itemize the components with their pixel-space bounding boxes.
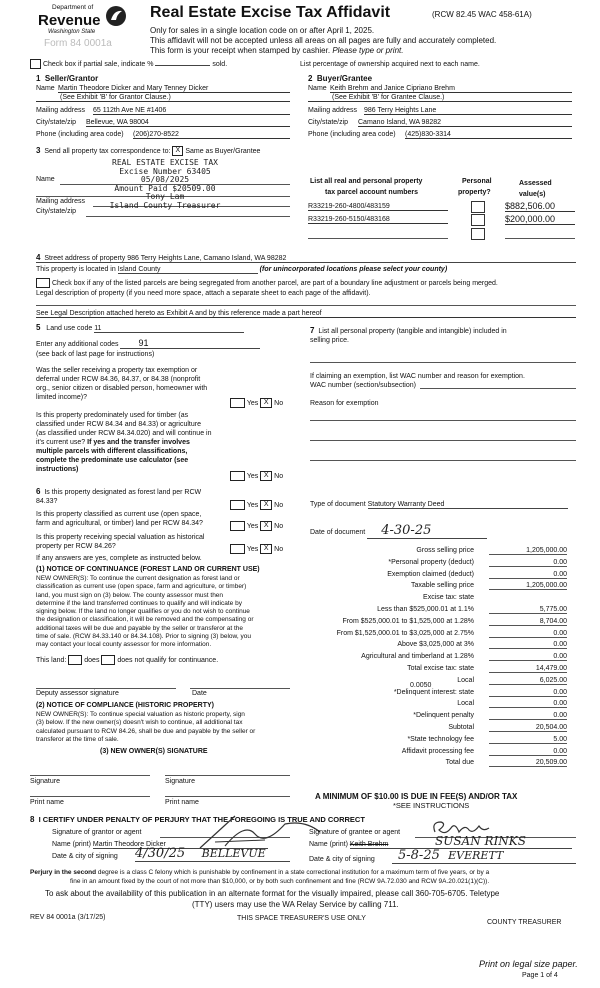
- calc-label: Gross selling price: [416, 547, 474, 554]
- parcel-heading-2: tax parcel account numbers: [325, 189, 418, 196]
- statute: (RCW 82.45 WAC 458-61A): [432, 10, 532, 19]
- calc-label: *Delinquent penalty: [413, 712, 474, 720]
- this-land-row: This land: does does not qualify for continuance.: [36, 656, 219, 664]
- treasurer-stamp: REAL ESTATE EXCISE TAX Excise Number 63405 05/08/2025 Amount Paid $20509.00 Tony Lam Island County Treasurer: [109, 158, 221, 210]
- historic-yes-no: Yes X No: [230, 544, 283, 554]
- county-row: This property is located in Island County (for unincorporated locations please select your county): [36, 266, 448, 273]
- assessed-value-field[interactable]: [505, 238, 575, 239]
- print-name-label: Print name: [30, 799, 64, 806]
- deputy-label: Deputy assessor signature: [36, 690, 119, 697]
- exemption-question: Was the seller receiving a property tax exemption or deferral under RCW 84.36, 84.37, or 84.38 (nonprofit org., senior citizen or disabled person, homeowner with limited income)?: [36, 367, 208, 401]
- seller-phone-label: Phone (including area code): [36, 131, 124, 138]
- buyer-name-field[interactable]: Keith Brehm and Janice Cipriano Brehm: [330, 85, 572, 93]
- calc-value[interactable]: 0.00: [489, 630, 567, 638]
- calc-label: From $525,000.01 to $1,525,000 at 1.28%: [342, 617, 474, 625]
- calc-value[interactable]: 8,704.00: [489, 618, 567, 626]
- note-2: This affidavit will not be accepted unless all areas on all pages are fully and accurately completed.: [150, 36, 497, 45]
- doc-type-row: Type of document Statutory Warranty Deed: [310, 501, 568, 509]
- partial-sale-checkbox[interactable]: [30, 59, 41, 69]
- calc-label: Total excise tax: state: [407, 665, 474, 672]
- buyer-phone-field[interactable]: (425)830-3314: [405, 131, 572, 139]
- yes-checkbox[interactable]: [230, 398, 245, 408]
- calc-label: Subtotal: [448, 724, 474, 731]
- timber-question: Is this property predominately used for timber (as classified under RCW 84.34 and 84.33) or agriculture (as classified under RCW 84.34.020) and will continue in it's current use? If yes and the transfer involves multiple parcels with different classifications, complete the predominate use calculator (see instructions): [36, 412, 212, 473]
- buyer-address-label: Mailing address: [308, 107, 358, 114]
- yes-checkbox[interactable]: [230, 521, 245, 531]
- see-back: (see back of last page for instructions): [36, 351, 155, 358]
- dept-name: Revenue: [38, 12, 101, 29]
- forest-question: 6 Is this property designated as forest land per RCW 84.33?: [36, 487, 202, 505]
- exemption-claim: If claiming an exemption, list WAC number and reason for exemption. WAC number (section/subsection): [310, 373, 525, 389]
- additional-codes-field[interactable]: 91: [120, 338, 260, 349]
- note-3: This form is your receipt when stamped by cashier. Please type or print.: [150, 46, 404, 55]
- form-title: Real Estate Excise Tax Affidavit: [150, 4, 391, 21]
- calc-value[interactable]: 0.00: [489, 641, 567, 649]
- parcel-number-field[interactable]: [308, 238, 448, 239]
- no-checkbox[interactable]: X: [260, 398, 272, 408]
- seller-name-line2[interactable]: (See Exhibit 'B' for Grantor Clause.): [36, 94, 290, 102]
- county-select[interactable]: Island County: [118, 266, 258, 274]
- signature-label: Signature: [30, 778, 60, 785]
- calc-value[interactable]: 1,205,000.00: [489, 547, 567, 555]
- land-use-field[interactable]: 11: [94, 325, 244, 333]
- buyer-city-label: City/state/zip: [308, 119, 349, 126]
- grantee-date-label: Date & city of signing: [309, 856, 375, 863]
- calc-label: Local: [457, 676, 474, 684]
- grantee-name-handwritten: SUSAN RINKS: [435, 834, 526, 848]
- calc-label: *State technology fee: [407, 735, 474, 743]
- grantee-sig-label: Signature of grantee or agent: [309, 829, 401, 836]
- calc-value[interactable]: 0.00: [489, 712, 567, 720]
- calc-value[interactable]: 20,509.00: [489, 759, 567, 767]
- no-checkbox[interactable]: X: [260, 471, 272, 481]
- parcel-heading-1: List all real and personal property: [310, 178, 423, 185]
- new-owner-signature-line[interactable]: [165, 775, 290, 776]
- calc-value[interactable]: 5.00: [489, 736, 567, 744]
- land-use-row: 5 Land use code 11: [36, 323, 244, 333]
- note-1: Only for sales in a single location code on or after April 1, 2025.: [150, 26, 375, 35]
- county-treasurer: COUNTY TREASURER: [487, 919, 562, 926]
- minimum-due: A MINIMUM OF $10.00 IS DUE IN FEE(S) AND/OR TAX: [315, 792, 518, 801]
- local-rate: 0.0050: [410, 682, 432, 689]
- reason-label: Reason for exemption: [310, 400, 379, 407]
- seller-address-field[interactable]: 65 112th Ave NE #1406: [93, 107, 290, 115]
- partial-sale-row: Check box if partial sale, indicate % sold.: [30, 59, 227, 69]
- no-checkbox[interactable]: X: [260, 500, 272, 510]
- personal-property-checkbox[interactable]: [471, 201, 485, 213]
- page-number: Page 1 of 4: [522, 972, 558, 979]
- additional-codes-row: Enter any additional codes 91: [36, 338, 260, 349]
- revenue-logo-icon: [105, 5, 127, 27]
- segregated-row: Check box if any of the listed parcels are being segregated from another parcel, are part of a boundary line adjustment or parcels being merged.: [36, 278, 498, 288]
- grantee-print-row: Name (print) Keith Brehm: [309, 841, 572, 849]
- calc-value[interactable]: 0.00: [489, 689, 567, 697]
- current-use-yes-no: Yes X No: [230, 521, 283, 531]
- calc-label: Above $3,025,000 at 3%: [397, 641, 474, 649]
- seller-city-field[interactable]: Bellevue, WA 98004: [86, 119, 290, 127]
- grantee-date-field[interactable]: 5-8-25 EVERETT: [392, 848, 576, 864]
- s3-mailing-label: Mailing address: [36, 198, 86, 205]
- assessed-value-field[interactable]: $200,000.00: [505, 214, 575, 225]
- certify-line: 8 I CERTIFY UNDER PENALTY OF PERJURY THAT THE FOREGOING IS TRUE AND CORRECT: [30, 815, 365, 824]
- print-name-line[interactable]: [165, 796, 290, 797]
- form-number: Form 84 0001a: [44, 38, 112, 49]
- calc-label: Agricultural and timberland at 1.28%: [361, 653, 474, 661]
- calc-label: Total due: [445, 759, 474, 767]
- exemption-yes-no: Yes X No: [230, 398, 283, 408]
- does-checkbox[interactable]: [68, 655, 82, 665]
- calc-label: *Delinquent interest: state: [393, 688, 474, 696]
- dept-line: Department of: [52, 4, 94, 11]
- alt-format-1: To ask about the availability of this publication in an alternate format for the visually impaired, please call 360-705-6705. Teletype: [45, 889, 500, 898]
- yes-checkbox[interactable]: [230, 471, 245, 481]
- seller-address-label: Mailing address: [36, 107, 86, 114]
- notice-continuance-title: (1) NOTICE OF CONTINUANCE (FOREST LAND OR CURRENT USE): [36, 566, 260, 573]
- calc-value[interactable]: 0.00: [489, 700, 567, 708]
- buyer-name-line2[interactable]: (See Exhibit 'B' for Grantee Clause.): [308, 94, 572, 102]
- s3-city-line[interactable]: [86, 216, 290, 217]
- deputy-signature-line[interactable]: [36, 688, 176, 689]
- calc-value[interactable]: 0.00: [489, 559, 567, 567]
- seller-name-field[interactable]: Martin Theodore Dicker and Mary Tenney Dicker: [58, 85, 290, 93]
- alt-format-2: (TTY) users may use the WA Relay Service by calling 711.: [192, 900, 399, 909]
- does-not-checkbox[interactable]: [101, 655, 115, 665]
- segregated-checkbox[interactable]: [36, 278, 50, 288]
- revenue-logo: [105, 5, 127, 27]
- if-any-yes: If any answers are yes, complete as instructed below.: [36, 555, 202, 562]
- reason-line[interactable]: [310, 460, 576, 461]
- new-owner-signature-title: (3) NEW OWNER(S) SIGNATURE: [100, 748, 208, 755]
- perjury-line-1: Perjury in the second degree is a class C felony which is punishable by confinement in a state correctional institution for a maximum term of five years, or by a: [30, 869, 490, 876]
- perjury-line-2: fine in an amount fixed by the court of not more than $10,000, or by both such confinement and fine (RCW 9A.72.030 and RCW 9A.20.021(1)(C)).: [70, 878, 490, 885]
- personal-heading-2: property?: [458, 189, 491, 196]
- doc-date-row: Date of document 4-30-25: [310, 523, 487, 539]
- legal-desc-label: Legal description of property (if you need more space, attach a separate sheet to each page of the affidavit).: [36, 290, 371, 297]
- personal-property-checkbox[interactable]: [471, 228, 485, 240]
- calc-value[interactable]: 0.00: [489, 571, 567, 579]
- calc-value[interactable]: 20,504.00: [489, 724, 567, 732]
- calc-value[interactable]: 6,025.00: [489, 677, 567, 685]
- personal-property-question: 7 List all personal property (tangible and intangible) included in selling price.: [310, 326, 507, 344]
- seller-phone-field[interactable]: (206)270-8522: [133, 131, 290, 139]
- current-use-question: Is this property classified as current use (open space, farm and agricultural, or timber) land per RCW 84.34?: [36, 511, 203, 527]
- legal-line[interactable]: [36, 305, 576, 306]
- forest-yes-no: Yes X No: [230, 500, 283, 510]
- assessed-value-field[interactable]: $882,506.00: [505, 201, 575, 212]
- personal-heading-1: Personal: [462, 178, 492, 185]
- personal-property-line[interactable]: [310, 362, 576, 363]
- state-name: Washington State: [48, 29, 96, 35]
- new-owner-signature-line[interactable]: [30, 775, 150, 776]
- buyer-address-field[interactable]: 986 Terry Heights Lane: [364, 107, 572, 115]
- buyer-name-label: Name: [308, 85, 327, 92]
- calc-label: Local: [457, 700, 474, 708]
- print-name-label: Print name: [165, 799, 199, 806]
- calc-label: Excise tax: state: [423, 594, 474, 602]
- timber-yes-no: Yes X No: [230, 471, 283, 481]
- calc-value[interactable]: 0.00: [489, 748, 567, 756]
- treasurer-use-only: THIS SPACE TREASURER'S USE ONLY: [237, 915, 366, 922]
- reason-line[interactable]: [310, 440, 576, 441]
- buyer-phone-label: Phone (including area code): [308, 131, 396, 138]
- calc-label: From $1,525,000.01 to $3,025,000 at 2.75%: [336, 629, 474, 637]
- grantor-sig-label: Signature of grantor or agent: [52, 829, 142, 836]
- grantor-print-row: Name (print) Martin Theodore Dicker: [52, 841, 268, 849]
- notice-compliance-title: (2) NOTICE OF COMPLIANCE (HISTORIC PROPERTY): [36, 702, 214, 709]
- see-instructions: *SEE INSTRUCTIONS: [393, 801, 470, 810]
- calc-value[interactable]: 1,205,000.00: [489, 582, 567, 590]
- personal-property-checkbox[interactable]: [471, 214, 485, 226]
- calc-value[interactable]: 14,479.00: [489, 665, 567, 673]
- grantor-print-field[interactable]: Martin Theodore Dicker: [93, 841, 268, 849]
- s3-name-label: Name: [36, 176, 55, 183]
- seller-heading: 1 Seller/Grantor: [36, 74, 99, 83]
- wac-number-field[interactable]: [420, 388, 576, 389]
- buyer-heading: 2 Buyer/Grantee: [308, 74, 373, 83]
- calc-label: Less than $525,000.01 at 1.1%: [377, 606, 474, 613]
- notice-continuance-text: NEW OWNER(S): To continue the current designation as forest land or classification as current use (open space, farm and agriculture, or timber) land, you must sign on (3) below. The county assessor must then determine if the land transferred continues to qualify and will indicate by signing below. If the land no longer qualifies or you do not wish to continue the designation or classification, it will be removed and the compensating or additional taxes will be due and payable by the seller or transferor at the time of sale. (RCW 84.33.140 or 84.34.108). Prior to signing (3) below, you may contact your local county assessor for more information.: [36, 575, 254, 649]
- partial-sale-field[interactable]: [155, 65, 210, 66]
- s3-city-label: City/state/zip: [36, 208, 77, 215]
- calc-value[interactable]: 0.00: [489, 653, 567, 661]
- grantor-date-field[interactable]: 4/30/25 BELLEVUE: [135, 846, 290, 862]
- calc-label: Exemption claimed (deduct): [387, 570, 474, 578]
- seller-name-label: Name: [36, 85, 55, 92]
- deputy-date-label: Date: [192, 690, 207, 697]
- signature-label: Signature: [165, 778, 195, 785]
- historic-question: Is this property receiving special valuation as historical property per RCW 84.26?: [36, 534, 205, 550]
- no-checkbox[interactable]: X: [260, 544, 272, 554]
- legal-paper: Print on legal size paper.: [479, 959, 578, 969]
- section3-row: 3 Send all property tax correspondence to: X Same as Buyer/Grantee: [36, 146, 261, 155]
- street-address-row[interactable]: 4 Street address of property 986 Terry Heights Lane, Camano Island, WA 98282: [36, 253, 576, 263]
- grantee-print-field[interactable]: Keith Brehm: [350, 841, 572, 849]
- calc-label: *Personal property (deduct): [388, 558, 474, 566]
- assessed-heading-2: value(s): [519, 191, 546, 198]
- legal-desc-field[interactable]: See Legal Description attached hereto as Exhibit A and by this reference made a part hereof: [36, 310, 576, 318]
- parcel-number-field[interactable]: R33219-260-5150/483168: [308, 216, 448, 224]
- doc-date-field[interactable]: 4-30-25: [367, 523, 487, 539]
- calc-value[interactable]: 5,775.00: [489, 606, 567, 614]
- parcel-number-field[interactable]: R33219-260-4800/483159: [308, 203, 448, 211]
- seller-city-label: City/state/zip: [36, 119, 77, 126]
- calc-label: Affidavit processing fee: [401, 747, 474, 755]
- assessed-heading-1: Assessed: [519, 180, 552, 187]
- reason-line[interactable]: [310, 420, 576, 421]
- doc-type-field[interactable]: Statutory Warranty Deed: [368, 501, 568, 509]
- grantor-date-row: Date & city of signing: [52, 853, 118, 860]
- ownership-note: List percentage of ownership acquired next to each name.: [300, 61, 480, 68]
- no-checkbox[interactable]: X: [260, 521, 272, 531]
- calc-label: Taxable selling price: [410, 582, 474, 590]
- yes-checkbox[interactable]: [230, 544, 245, 554]
- notice-compliance-text: NEW OWNER(S): To continue special valuation as historic property, sign (3) below. If the new owner(s) doesn't wish to continue, all additional tax calculated pursuant to RCW 84.26, shall be due and payable by the seller or transferor at the time of sale.: [36, 711, 256, 743]
- buyer-city-field[interactable]: Camano Island, WA 98282: [358, 119, 572, 127]
- print-name-line[interactable]: [30, 796, 150, 797]
- same-as-buyer-checkbox[interactable]: X: [172, 146, 183, 156]
- yes-checkbox[interactable]: [230, 500, 245, 510]
- rev-number: REV 84 0001a (3/17/25): [30, 914, 106, 921]
